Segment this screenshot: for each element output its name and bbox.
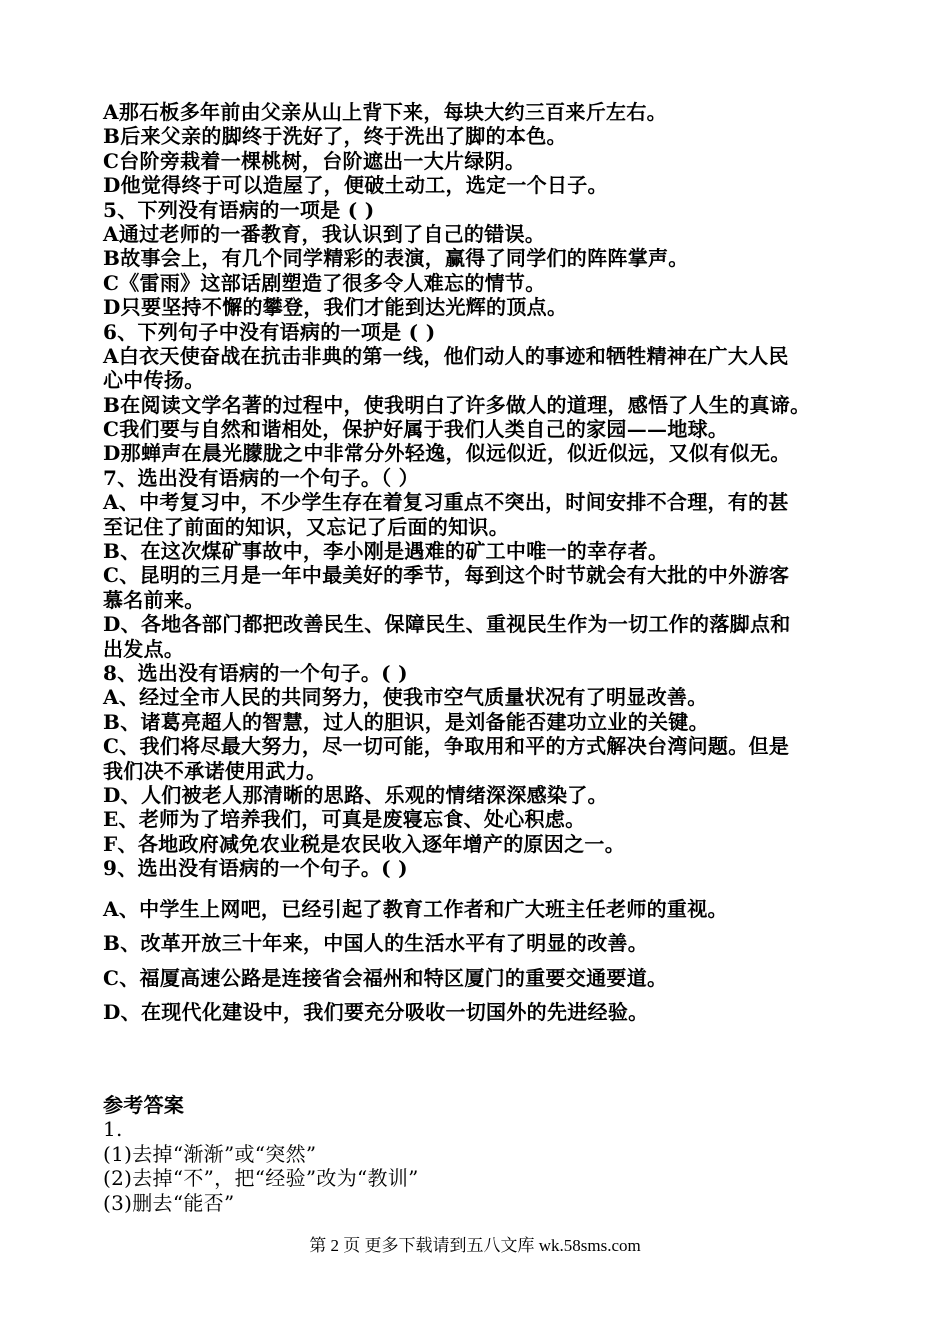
text-line: D只要坚持不懈的攀登，我们才能到达光辉的顶点。	[103, 295, 568, 320]
text-line: F、各地政府减免农业税是农民收入逐年增产的原因之一。	[103, 831, 625, 856]
text-line: 7、选出没有语病的一个句子。（ ）	[103, 465, 419, 490]
answer-section	[103, 1093, 863, 1215]
text-line: 5、下列没有语病的一项是 ( )	[103, 197, 375, 222]
text-line: D、各地各部门都把改善民生、保障民生、重视民生作为一切工作的落脚点和	[103, 612, 791, 637]
text-line: A、经过全市人民的共同努力，使我市空气质量状况有了明显改善。	[103, 685, 708, 710]
questions-block-b	[103, 892, 863, 1030]
text-line: A、中考复习中，不少学生存在着复习重点不突出，时间安排不合理，有的甚	[103, 490, 789, 515]
answer-line: (3)删去“能否”	[103, 1190, 235, 1215]
text-line: D那蝉声在晨光朦胧之中非常分外轻逸，似远似近，似近似远，又似有似无。	[103, 441, 791, 466]
spacer	[103, 881, 863, 892]
text-line: D他觉得终于可以造屋了，便破土动工，选定一个日子。	[103, 173, 608, 198]
text-line: 心中传扬。	[103, 368, 205, 393]
answer-line: 1.	[103, 1117, 123, 1142]
text-line: D、在现代化建设中，我们要充分吸收一切国外的先进经验。	[103, 1000, 649, 1025]
text-line: C《雷雨》这部话剧塑造了很多令人难忘的情节。	[103, 270, 546, 295]
answer-title: 参考答案	[103, 1093, 185, 1117]
text-line: 6、下列句子中没有语病的一项是 ( )	[103, 319, 436, 344]
text-line: 慕名前来。	[103, 587, 205, 612]
answer-lines	[103, 1117, 863, 1215]
text-line: B后来父亲的脚终于洗好了，终于洗出了脚的本色。	[103, 124, 567, 149]
text-line: 至记住了前面的知识，又忘记了后面的知识。	[103, 514, 509, 539]
page-footer: 第 2 页 更多下载请到五八文库 wk.58sms.com	[309, 1236, 641, 1255]
text-line: A、中学生上网吧，已经引起了教育工作者和广大班主任老师的重视。	[103, 896, 728, 921]
text-line: B在阅读文学名著的过程中，使我明白了许多做人的道理，感悟了人生的真谛。	[103, 392, 811, 417]
text-line: B、在这次煤矿事故中，李小刚是遇难的矿工中唯一的幸存者。	[103, 539, 669, 564]
text-line: A白衣天使奋战在抗击非典的第一线，他们动人的事迹和牺牲精神在广大人民	[103, 343, 789, 368]
text-line: 8、选出没有语病的一个句子。( )	[103, 660, 408, 685]
text-line: A那石板多年前由父亲从山上背下来，每块大约三百来斤左右。	[103, 100, 667, 124]
questions-block-a	[103, 100, 863, 881]
text-line: C台阶旁栽着一棵桃树，台阶遮出一大片绿阴。	[103, 148, 526, 173]
text-line: 我们决不承诺使用武力。	[103, 758, 327, 783]
text-line: A通过老师的一番教育，我认识到了自己的错误。	[103, 221, 546, 246]
questions-section	[103, 100, 863, 1030]
text-line: B故事会上，有几个同学精彩的表演，赢得了同学们的阵阵掌声。	[103, 246, 689, 271]
answer-line: (1)去掉“渐渐”或“突然”	[103, 1141, 317, 1166]
text-line: B、诸葛亮超人的智慧，过人的胆识，是刘备能否建功立业的关键。	[103, 709, 709, 734]
answer-line: (2)去掉“不”，把“经验”改为“教训”	[103, 1166, 419, 1191]
text-line: C、昆明的三月是一年中最美好的季节，每到这个时节就会有大批的中外游客	[103, 563, 790, 588]
text-line: 9、选出没有语病的一个句子。( )	[103, 856, 408, 881]
text-line: C、我们将尽最大努力，尽一切可能，争取用和平的方式解决台湾问题。但是	[103, 734, 790, 759]
text-line: D、人们被老人那清晰的思路、乐观的情绪深深感染了。	[103, 782, 608, 807]
text-line: C我们要与自然和谐相处，保护好属于我们人类自己的家园——地球。	[103, 417, 729, 442]
text-line: C、福厦高速公路是连接省会福州和特区厦门的重要交通要道。	[103, 965, 668, 990]
text-line: E、老师为了培养我们，可真是废寝忘食、处心积虑。	[103, 807, 586, 832]
text-line: B、改革开放三十年来，中国人的生活水平有了明显的改善。	[103, 931, 649, 956]
text-line: 出发点。	[103, 636, 185, 661]
